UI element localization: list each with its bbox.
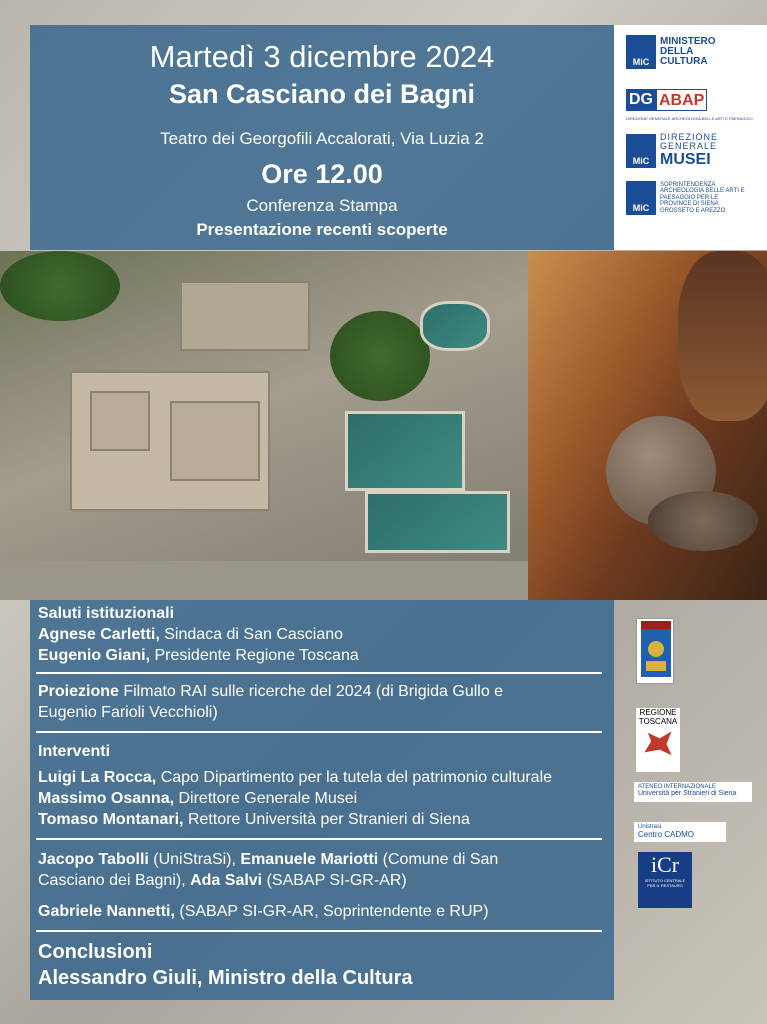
logo-soprintendenza: [626, 181, 745, 215]
logo-text: DIREZIONE: [660, 132, 719, 142]
logo-dgabap: [626, 89, 707, 111]
aerial-excavation-photo: [0, 251, 528, 600]
logo-unistrasi: [634, 782, 752, 802]
section-title-conclusioni: Conclusioni: [38, 941, 153, 963]
event-time: Ore 12.00: [261, 159, 383, 189]
divider: [36, 930, 602, 932]
event-subtitle: Presentazione recenti scoperte: [196, 220, 448, 239]
divider: [36, 731, 602, 733]
logo-icr: [638, 852, 692, 908]
pegasus-icon: [641, 730, 675, 758]
conclusioni-speaker: Alessandro Giuli, Ministro della Cultura: [38, 967, 413, 989]
logo-text: DG: [626, 89, 656, 111]
event-place: San Casciano dei Bagni: [168, 79, 476, 109]
mic-emblem-icon: MiC: [626, 181, 656, 215]
speaker-line: Casciano dei Bagni), Ada Salvi (SABAP SI-GR-AR): [38, 872, 407, 889]
speaker-line: Tomaso Montanari, Rettore Università per Stranieri di Siena: [38, 811, 470, 828]
mic-emblem-icon: MiC: [626, 35, 656, 69]
event-venue: Teatro dei Georgofili Accalorati, Via Luzia 2: [160, 129, 484, 148]
event-date: Martedì 3 dicembre 2024: [149, 39, 495, 74]
logo-direzione-musei: [626, 133, 718, 169]
proiezione-line: Proiezione Filmato RAI sulle ricerche del 2024 (di Brigida Gullo e: [38, 683, 504, 700]
logo-text: MUSEI: [660, 151, 711, 168]
speaker-line: Massimo Osanna, Direttore Generale Musei: [38, 790, 358, 807]
logo-text: SOPRINTENDENZA ARCHEOLOGIA BELLE ARTI E PAESAGGIO PER LE PROVINCE DI SIENA GROSSETO E AREZZO: [660, 181, 745, 214]
speaker-line: Eugenio Giani, Presidente Regione Toscana: [38, 647, 359, 664]
logo-ministero-cultura: [626, 35, 716, 69]
speaker-line: Jacopo Tabolli (UniStraSi), Emanuele Mariotti (Comune di San: [38, 851, 499, 868]
logo-centro-cadmo: [634, 822, 726, 842]
speaker-line: Gabriele Nannetti, (SABAP SI-GR-AR, Soprintendente e RUP): [38, 903, 489, 920]
speaker-line: Agnese Carletti, Sindaca di San Casciano: [38, 626, 344, 643]
logo-text: TOSCANA: [638, 717, 678, 726]
logo-regione-toscana: [636, 708, 680, 772]
artifact-detail-photo: [528, 251, 767, 600]
logo-text: Università per Stranieri di Siena: [638, 790, 737, 797]
logo-text: MINISTERO: [660, 36, 716, 47]
logo-text: CULTURA: [660, 56, 708, 67]
logo-text: ISTITUTO CENTRALE PER IL RESTAURO: [644, 878, 686, 888]
section-title-saluti: Saluti istituzionali: [38, 605, 175, 622]
program-panel: [30, 600, 614, 1000]
logo-text: Unistrasi: [638, 824, 662, 830]
logo-text: iCr: [650, 852, 680, 877]
logo-text: ABAP: [656, 89, 707, 111]
institution-logos-bottom: [614, 600, 767, 1024]
divider: [36, 672, 602, 674]
event-type: Conferenza Stampa: [246, 196, 398, 215]
institution-logos-top: [614, 25, 767, 250]
mic-emblem-icon: MiC: [626, 134, 656, 168]
header-panel: [30, 25, 614, 250]
comune-crest-icon: [636, 618, 674, 684]
logo-text: GENERALE: [660, 141, 718, 151]
logo-caption: DIREZIONE GENERALE ARCHEOLOGIA BELLE ARTI E PAESAGGIO: [626, 116, 753, 121]
logo-text: Centro CADMO: [638, 830, 695, 839]
logo-text: DELLA: [660, 46, 694, 57]
logo-text: ATENEO INTERNAZIONALE: [638, 784, 716, 790]
proiezione-line: Eugenio Farioli Vecchioli): [38, 704, 218, 721]
speaker-line: Luigi La Rocca, Capo Dipartimento per la tutela del patrimonio culturale: [38, 769, 553, 786]
logo-text: REGIONE: [639, 708, 677, 717]
section-title-interventi: Interventi: [38, 743, 111, 760]
divider: [36, 838, 602, 840]
